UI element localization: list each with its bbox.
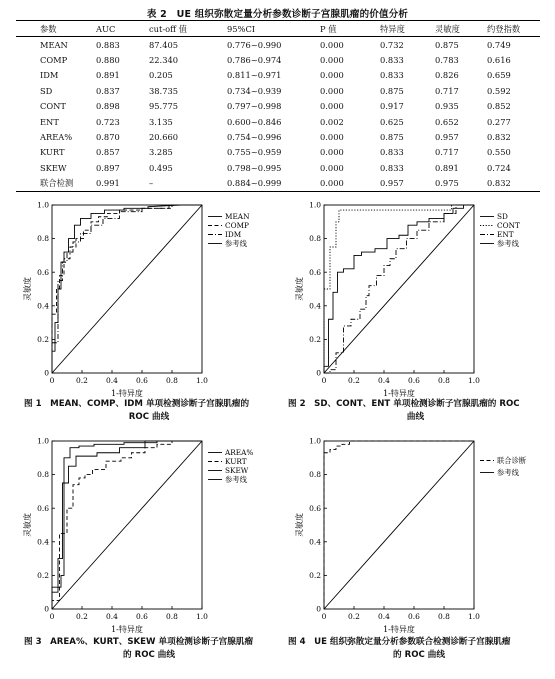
- y-tick-label: 0.2: [37, 571, 49, 580]
- x-tick-label: 1.0: [468, 376, 480, 385]
- table-cell: 0.852: [487, 101, 511, 112]
- y-tick-label: 0: [316, 604, 321, 614]
- table-cell: 0.776~0.990: [227, 39, 282, 50]
- table-cell: 0.002: [320, 116, 344, 127]
- table-row: [16, 176, 540, 192]
- x-tick-label: 0.2: [76, 612, 88, 621]
- legend-label: COMP: [225, 221, 249, 230]
- x-tick-label: 0.8: [166, 376, 178, 385]
- y-tick-label: 0.2: [309, 571, 321, 580]
- table-cell: 0.616: [487, 55, 511, 66]
- table-cell: 0.957: [435, 132, 459, 143]
- x-tick-label: 0.4: [378, 612, 390, 621]
- table-cell: 0.277: [487, 116, 511, 127]
- table-cell: 0.000: [320, 70, 344, 81]
- column-header: 95%CI: [227, 21, 320, 37]
- roc-chart-fig1: [18, 197, 268, 398]
- legend-label: IDM: [225, 230, 242, 239]
- table-cell: 0.898: [96, 101, 120, 112]
- legend-label: 参考线: [497, 468, 519, 477]
- table-cell: 87.405: [149, 39, 179, 50]
- y-tick-label: 0.2: [309, 335, 321, 344]
- table-row: [16, 99, 540, 114]
- roc-chart-fig3: [18, 433, 268, 634]
- table-cell: 0.717: [435, 147, 459, 158]
- table-cell: 0.857: [96, 147, 120, 158]
- x-tick-label: 0.8: [438, 376, 450, 385]
- y-tick-label: 0.4: [37, 301, 49, 311]
- table-cell: MEAN: [40, 39, 68, 50]
- table-cell: 0.797~0.998: [227, 101, 282, 112]
- legend-label: ENT: [497, 230, 514, 239]
- roc-svg: [290, 433, 540, 634]
- table-cell: 0.659: [487, 70, 511, 81]
- caption-line-2: 的 ROC 曲线: [123, 650, 175, 660]
- table-cell: 0.891: [96, 70, 120, 81]
- x-axis-title: 1-特异度: [383, 625, 415, 634]
- table-cell: 38.735: [149, 85, 179, 96]
- y-tick-label: 1.0: [309, 436, 321, 446]
- caption-line-1: 图 2 SD、CONT、ENT 单项检测诊断子宫腺肌瘤的 ROC: [288, 399, 520, 409]
- table-cell: 0.875: [380, 132, 404, 143]
- table-cell: KURT: [40, 147, 65, 158]
- caption-line-2: 的 ROC 曲线: [393, 650, 445, 660]
- table-cell: 0.883: [96, 39, 120, 50]
- x-tick-label: 0.6: [136, 376, 148, 385]
- table-cell: 22.340: [149, 55, 179, 66]
- legend-label: 参考线: [497, 239, 519, 248]
- y-tick-label: 0.4: [37, 537, 49, 547]
- table-cell: 3.135: [149, 116, 173, 127]
- legend-label: SKEW: [225, 466, 249, 475]
- y-tick-label: 0.2: [37, 335, 49, 344]
- column-header: 灵敏度: [435, 21, 487, 37]
- y-tick-label: 0.6: [37, 267, 49, 277]
- table-cell: 0.000: [320, 101, 344, 112]
- figure-caption-3: [24, 636, 274, 662]
- y-tick-label: 0.6: [309, 503, 321, 513]
- y-tick-label: 0: [316, 368, 321, 378]
- roc-chart-fig2: [290, 197, 540, 398]
- table-cell: 0.724: [487, 162, 511, 173]
- table-cell: 0.833: [380, 147, 404, 158]
- table-cell: 0.732: [380, 39, 404, 50]
- table-cell: 0.832: [487, 176, 540, 192]
- table-cell: 0.870: [96, 132, 120, 143]
- x-tick-label: 1.0: [196, 376, 208, 385]
- x-tick-label: 0: [49, 612, 55, 621]
- table-cell: 0.826: [435, 70, 459, 81]
- table-cell: SKEW: [40, 162, 67, 173]
- column-header: 参数: [16, 21, 96, 37]
- x-tick-label: 1.0: [196, 612, 208, 621]
- table-cell: 0.723: [96, 116, 120, 127]
- y-tick-label: 0.4: [309, 537, 321, 547]
- y-tick-label: 0: [44, 368, 49, 378]
- caption-line-1: 图 3 AREA%、KURT、SKEW 单项检测诊断子宫腺肌瘤: [24, 637, 254, 647]
- table-cell: 0.652: [435, 116, 459, 127]
- table-cell: 0.833: [380, 70, 404, 81]
- x-tick-label: 1.0: [468, 612, 480, 621]
- legend-label: AREA%: [225, 448, 254, 457]
- table-cell: COMP: [40, 55, 68, 66]
- column-header: P 值: [320, 21, 380, 37]
- table-cell: 0.837: [96, 85, 120, 96]
- roc-svg: [18, 197, 268, 398]
- table-cell: IDM: [40, 70, 59, 81]
- y-tick-label: 0.8: [309, 234, 321, 244]
- y-tick-label: 0.4: [309, 301, 321, 311]
- table-cell: CONT: [40, 101, 66, 112]
- y-tick-label: 1.0: [37, 200, 49, 210]
- table-cell: 0.833: [380, 162, 404, 173]
- caption-line-1: 图 1 MEAN、COMP、IDM 单项检测诊断子宫腺肌瘤的: [24, 399, 250, 409]
- table-title: 表 2 UE 组织弥散定量分析参数诊断子宫腺肌瘤的价值分析: [146, 9, 409, 20]
- column-header: 特异度: [380, 21, 435, 37]
- table-cell: 0.755~0.959: [227, 147, 282, 158]
- table-cell: 3.285: [149, 147, 173, 158]
- table-row: [16, 114, 540, 129]
- table-cell: 0.957: [380, 176, 435, 192]
- y-tick-label: 0.8: [309, 470, 321, 480]
- x-tick-label: 0.4: [106, 376, 118, 385]
- table-cell: ENT: [40, 116, 59, 127]
- table-body: [16, 37, 540, 192]
- table-header-row: [16, 21, 540, 37]
- x-tick-label: 0.2: [348, 376, 360, 385]
- y-axis-title: 灵敏度: [295, 277, 304, 301]
- y-axis-title: 灵敏度: [23, 513, 32, 537]
- legend-label: CONT: [497, 221, 520, 230]
- table-row: [16, 68, 540, 83]
- x-tick-label: 0.2: [76, 376, 88, 385]
- column-header: AUC: [96, 21, 149, 37]
- table-cell: 20.660: [149, 132, 179, 143]
- table-cell: 0.495: [149, 162, 173, 173]
- y-tick-label: 1.0: [309, 200, 321, 210]
- roc-svg: [18, 433, 268, 634]
- table-cell: 0.000: [320, 176, 380, 192]
- table-cell: 95.775: [149, 101, 179, 112]
- table-cell: 0.205: [149, 70, 173, 81]
- figure-caption-2: [288, 398, 543, 424]
- x-tick-label: 0.6: [408, 612, 420, 621]
- x-tick-label: 0.6: [408, 376, 420, 385]
- x-tick-label: 0.8: [166, 612, 178, 621]
- legend-label: 联合诊断: [497, 456, 527, 465]
- x-axis-title: 1-特异度: [111, 389, 143, 398]
- x-tick-label: 0.4: [106, 612, 118, 621]
- column-header: 约登指数: [487, 21, 540, 37]
- roc-chart-fig4: [290, 433, 540, 634]
- caption-line-2: ROC 曲线: [128, 412, 170, 422]
- x-tick-label: 0.6: [136, 612, 148, 621]
- x-tick-label: 0: [321, 612, 327, 621]
- series-line-reference: [324, 205, 474, 373]
- table-cell: 0.783: [435, 55, 459, 66]
- table-cell: –: [149, 176, 227, 192]
- table-cell: 0.734~0.939: [227, 85, 282, 96]
- table-cell: 0.798~0.995: [227, 162, 282, 173]
- table-row: [16, 145, 540, 160]
- table-cell: 0.000: [320, 162, 344, 173]
- table-cell: 0.875: [380, 85, 404, 96]
- table-cell: 0.975: [435, 176, 487, 192]
- caption-line-1: 图 4 UE 组织弥散定量分析参数联合检测诊断子宫腺肌瘤: [288, 637, 511, 647]
- x-tick-label: 0: [321, 376, 327, 385]
- legend-label: MEAN: [225, 212, 250, 221]
- table-cell: 0.592: [487, 85, 511, 96]
- table-cell: AREA%: [40, 132, 73, 143]
- y-tick-label: 0.8: [37, 470, 49, 480]
- legend-label: 参考线: [225, 239, 247, 248]
- y-tick-label: 0.8: [37, 234, 49, 244]
- table-cell: 0.000: [320, 39, 344, 50]
- table-cell: 0.786~0.974: [227, 55, 282, 66]
- x-tick-label: 0.4: [378, 376, 390, 385]
- table-row: [16, 83, 540, 98]
- y-axis-title: 灵敏度: [295, 513, 304, 537]
- table-cell: SD: [40, 85, 53, 96]
- table-row: [16, 129, 540, 144]
- series-line-reference: [324, 441, 474, 609]
- legend-label: SD: [497, 212, 508, 221]
- table-cell: 0.935: [435, 101, 459, 112]
- table-cell: 0.811~0.971: [227, 70, 282, 81]
- y-tick-label: 0.6: [37, 503, 49, 513]
- table-cell: 联合检测: [16, 176, 96, 192]
- table-cell: 0.000: [320, 132, 344, 143]
- table-cell: 0.917: [380, 101, 404, 112]
- legend-label: 参考线: [225, 475, 247, 484]
- table-cell: 0.600~0.846: [227, 116, 282, 127]
- table-row: [16, 52, 540, 67]
- figure-caption-1: [24, 398, 274, 424]
- figure-caption-4: [288, 636, 550, 662]
- x-axis-title: 1-特异度: [111, 625, 143, 634]
- y-tick-label: 0: [44, 604, 49, 614]
- table-cell: 0.875: [435, 39, 459, 50]
- table-cell: 0.749: [487, 39, 511, 50]
- table-cell: 0.832: [487, 132, 511, 143]
- value-analysis-table: [16, 20, 540, 192]
- x-tick-label: 0: [49, 376, 55, 385]
- y-tick-label: 0.6: [309, 267, 321, 277]
- table-row: [16, 37, 540, 53]
- table-cell: 0.897: [96, 162, 120, 173]
- table-cell: 0.991: [96, 176, 149, 192]
- table-cell: 0.000: [320, 55, 344, 66]
- caption-line-2: 曲线: [406, 412, 425, 422]
- table-cell: 0.717: [435, 85, 459, 96]
- column-header: cut-off 值: [149, 21, 227, 37]
- table-cell: 0.884~0.999: [227, 176, 320, 192]
- table-cell: 0.625: [380, 116, 404, 127]
- x-axis-title: 1-特异度: [383, 389, 415, 398]
- table-cell: 0.754~0.996: [227, 132, 282, 143]
- x-tick-label: 0.8: [438, 612, 450, 621]
- table-cell: 0.891: [435, 162, 459, 173]
- roc-svg: [290, 197, 540, 398]
- table-cell: 0.000: [320, 85, 344, 96]
- table-cell: 0.550: [487, 147, 511, 158]
- y-axis-title: 灵敏度: [23, 277, 32, 301]
- y-tick-label: 1.0: [37, 436, 49, 446]
- legend-label: KURT: [225, 457, 247, 466]
- x-tick-label: 0.2: [348, 612, 360, 621]
- table-cell: 0.880: [96, 55, 120, 66]
- table-cell: 0.000: [320, 147, 344, 158]
- table-row: [16, 160, 540, 175]
- table-cell: 0.833: [380, 55, 404, 66]
